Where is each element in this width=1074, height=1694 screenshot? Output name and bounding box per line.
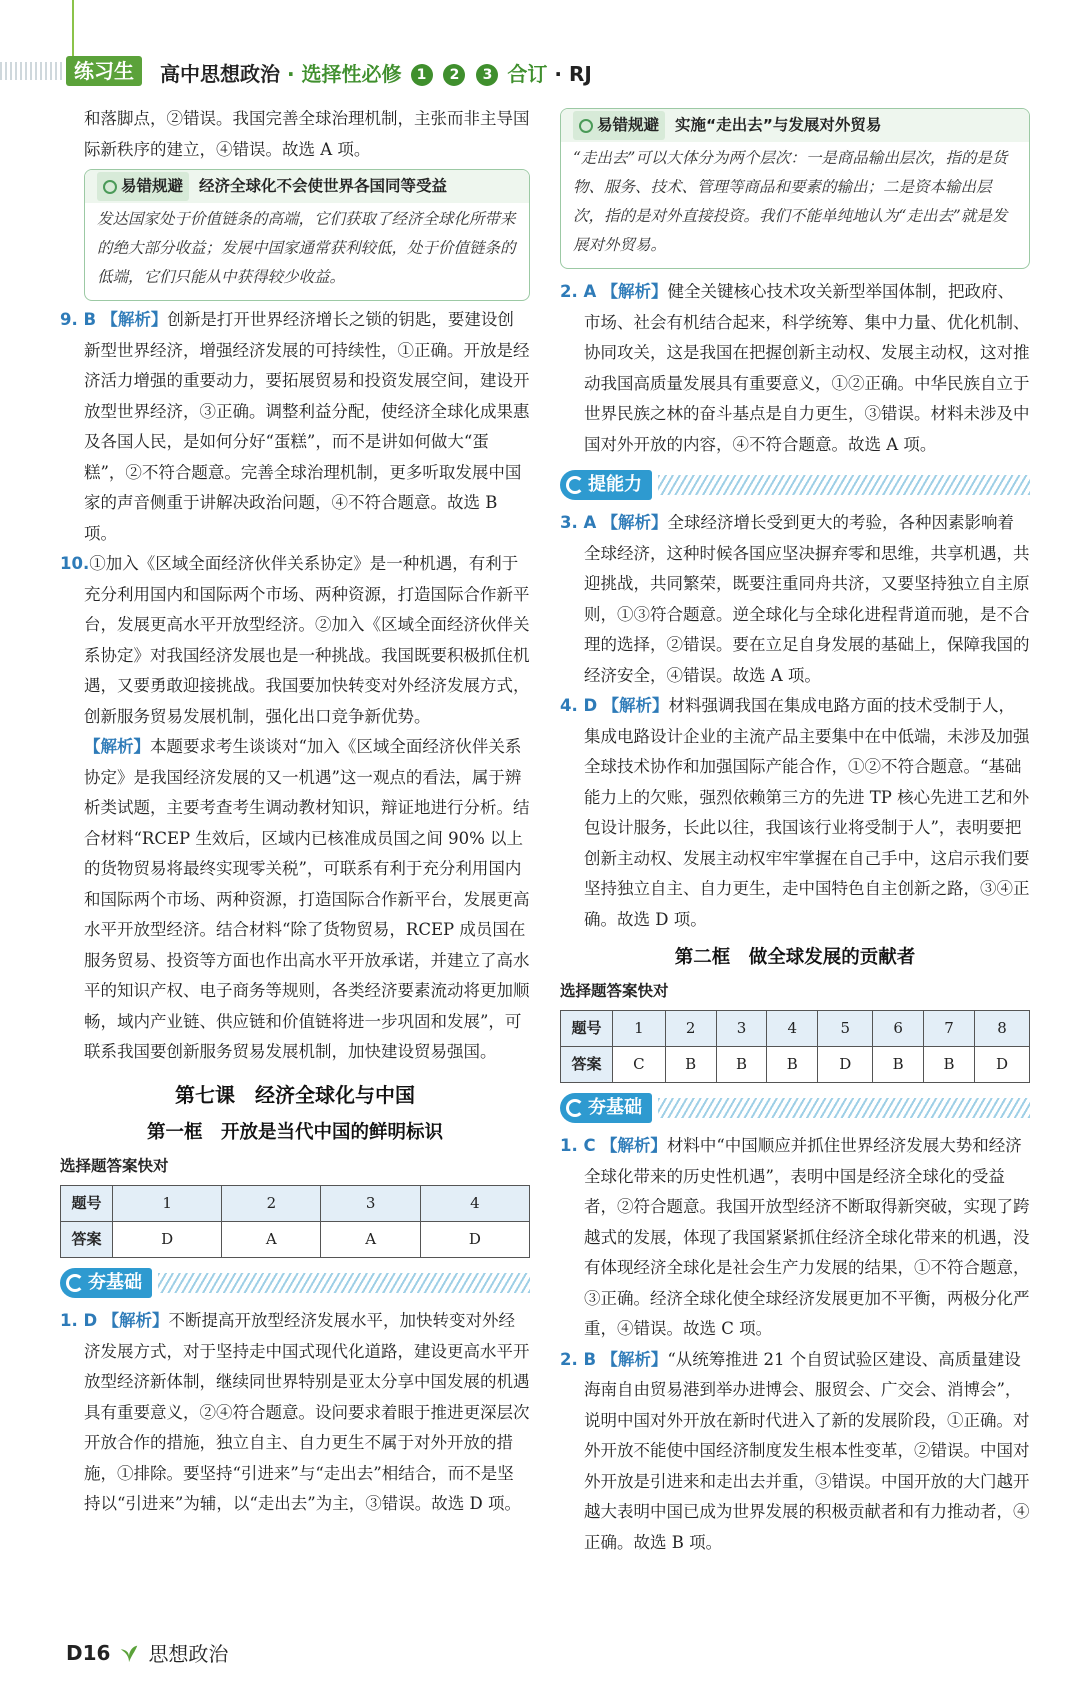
table-cell: 2	[665, 1011, 716, 1047]
section-heading: 夯基础	[60, 1266, 530, 1300]
tip-box	[560, 108, 1030, 269]
table-header: 答案	[61, 1222, 113, 1258]
left-column	[60, 104, 530, 1520]
table-cell: B	[665, 1047, 716, 1083]
answer-item: 2. A 【解析】健全关键核心技术攻关新型举国体制，把政府、市场、社会有机结合起来，科学统筹、集中力量、优化机制、协同攻关，这是我国在把握创新主动权、发展主动权，这对推动我国高质量发展具有重要意义，①②正确。中华民族自立于世界民族之林的奋斗基点是自力更生，③错误。材料未涉及中国对外开放的内容，④不符合题意。故选 A 项。	[560, 282, 1030, 454]
swirl-icon	[66, 1274, 84, 1292]
tip-body: 发达国家处于价值链条的高端，它们获取了经济全球化所带来的绝大部分收益；发展中国家通常获利较低，处于价值链条的低端，它们只能从中获得较少收益。	[97, 210, 516, 286]
table-cell: D	[113, 1222, 222, 1258]
table-cell: 5	[818, 1011, 873, 1047]
tip-box	[84, 169, 530, 301]
brand-badge: 练习生	[66, 56, 142, 86]
table-cell: 8	[974, 1011, 1029, 1047]
quick-answer-label: 选择题答案快对	[560, 981, 669, 1000]
table-cell: D	[420, 1222, 529, 1258]
leaf-icon	[118, 1642, 140, 1664]
volume-3-badge: 3	[476, 64, 498, 86]
answer-item: 3. A 【解析】全球经济增长受到更大的考验，各种因素影响着全球经济，这种时候各国应坚决摒弃零和思维，共享机遇，共迎挑战，共同繁荣，既要注重同舟共济，又要坚持独立自主原则，①③符合题意。逆全球化与全球化进程背道而驰，是不合理的选择，②错误。要在立足自身发展的基础上，保障我国的经济安全，④错误。故选 A 项。	[560, 513, 1030, 685]
section-heading: 提能力	[560, 468, 1030, 502]
edition-label: · RJ	[554, 62, 592, 86]
answer-item: 1. C 【解析】材料中“中国顺应并抓住世界经济发展大势和经济全球化带来的历史性机遇”，表明中国是经济全球化的受益者，②符合题意。我国开放型经济不断取得新突破，实现了跨越式的发展，体现了我国紧紧抓住经济全球化带来的机遇，没有体现经济全球化是社会生产力发展的结果，①不符合题意，③正确。经济全球化使全球经济发展更加不平衡，两极分化严重，④错误。故选 C 项。	[560, 1136, 1030, 1338]
section-decoration	[158, 1273, 530, 1293]
table-header: 答案	[561, 1047, 613, 1083]
table-header: 题号	[561, 1011, 613, 1047]
table-cell: D	[818, 1047, 873, 1083]
frame-title: 第二框 做全球发展的贡献者	[674, 947, 916, 968]
quick-answer-label: 选择题答案快对	[60, 1156, 169, 1175]
answer-item: 2. B 【解析】“从统筹推进 21 个自贸试验区建设、高质量建设海南自由贸易港到举办进博会、服贸会、广交会、消博会”，说明中国对外开放在新时代进入了新的发展阶段，①正确。对外开放不能使中国经济制度发生根本性变革，②错误。中国对外开放是引进来和走出去并重，③错误。中国开放的大门越开越大表明中国已成为世界发展的积极贡献者和有力推动者，④正确。故选 B 项。	[560, 1349, 1030, 1552]
table-cell: B	[716, 1047, 767, 1083]
person-icon	[579, 119, 593, 133]
answer-table	[60, 1185, 530, 1258]
table-cell: 6	[873, 1011, 924, 1047]
title-sub: 选择性必修	[301, 62, 402, 86]
title-sep: ·	[286, 62, 295, 86]
page-header	[0, 0, 1074, 100]
subject-label: 思想政治	[148, 1642, 229, 1666]
table-cell: 3	[321, 1186, 420, 1222]
book-title	[160, 58, 592, 87]
section-decoration	[658, 475, 1030, 495]
table-header: 题号	[61, 1186, 113, 1222]
table-cell: A	[321, 1222, 420, 1258]
title-main: 高中思想政治	[160, 62, 280, 86]
section-heading: 夯基础	[560, 1091, 1030, 1125]
lesson-title: 第七课 经济全球化与中国	[175, 1082, 415, 1107]
table-cell: B	[924, 1047, 975, 1083]
table-cell: A	[222, 1222, 321, 1258]
table-cell: 2	[222, 1186, 321, 1222]
tip-title: 实施“走出去”与发展对外贸易	[675, 116, 882, 134]
tip-header	[561, 109, 1029, 142]
frame-title: 第一框 开放是当代中国的鲜明标识	[146, 1122, 443, 1143]
table-cell: B	[873, 1047, 924, 1083]
volume-1-badge: 1	[411, 64, 433, 86]
tip-label: 易错规避	[97, 172, 189, 201]
page-number: D16	[66, 1640, 111, 1665]
table-cell: 1	[613, 1011, 666, 1047]
tip-title: 经济全球化不会使世界各国同等受益	[199, 177, 448, 195]
analysis-paragraph: 【解析】本题要求考生谈谈对“加入《区域全面经济伙伴关系协定》是我国经济发展的又一机遇”这一观点的看法，属于辨析类试题，主要考查考生调动教材知识，辩证地进行分析。结合材料“RCEP 生效后，区域内已核准成员国之间 90% 以上的货物贸易将最终实现零关税”，可联系有利于充分利用国内和国际两个市场、两种资源，打造国际合作新平台，发展更高水平开放型经济。结合材料“除了货物贸易，RCEP 成员国在服务贸易、投资等方面也作出高水平开放承诺，并建立了高水平的知识产权、电子商务等规则，各类经济要素流动将更加顺畅，域内产业链、供应链和价值链将进一步巩固和发展”，可联系我国要创新服务贸易发展机制，加快建设贸易强国。	[84, 737, 530, 1061]
tip-header	[85, 170, 529, 203]
answer-table	[560, 1010, 1030, 1083]
table-cell: 4	[767, 1011, 818, 1047]
table-cell: 3	[716, 1011, 767, 1047]
title-suffix: 合订	[507, 62, 548, 86]
swirl-icon	[566, 476, 584, 494]
page-footer	[66, 1638, 228, 1667]
table-cell: C	[613, 1047, 666, 1083]
answer-item: 1. D 【解析】不断提高开放型经济发展水平，加快转变对外经济发展方式，对于坚持走中国式现代化道路，建设更高水平开放型经济新体制，继续同世界特别是亚太分享中国发展的机遇具有重要意义，②④符合题意。设问要求着眼于推进更深层次开放合作的措施，独立自主、自力更生不属于对外开放的措施，①排除。要坚持“引进来”与“走出去”相结合，而不是坚持以“引进来”为辅，以“走出去”为主，③错误。故选 D 项。	[60, 1311, 530, 1513]
answer-item: 4. D 【解析】材料强调我国在集成电路方面的技术受制于人，集成电路设计企业的主流产品主要集中在中低端，未涉及加强全球技术协作和加强国际产能合作，①②不符合题意。“基础能力上的欠账，强烈依赖第三方的先进 TP 核心先进工艺和外包设计服务，长此以往，我国该行业将受制于人”，表明要把创新主动权、发展主动权牢牢掌握在自己手中，这启示我们要坚持独立自主、自力更生，走中国特色自主创新之路，③④正确。故选 D 项。	[560, 696, 1030, 929]
section-decoration	[658, 1098, 1030, 1118]
swirl-icon	[566, 1099, 584, 1117]
tip-label: 易错规避	[573, 111, 665, 140]
table-cell: 7	[924, 1011, 975, 1047]
right-column	[560, 104, 1030, 1558]
volume-2-badge: 2	[443, 64, 465, 86]
table-cell: B	[767, 1047, 818, 1083]
intro-paragraph: 和落脚点，②错误。我国完善全球治理机制，主张而非主导国际新秩序的建立，④错误。故选 A 项。	[84, 109, 530, 159]
person-icon	[103, 180, 117, 194]
answer-item: 10.①加入《区域全面经济伙伴关系协定》是一种机遇，有利于充分利用国内和国际两个市场、两种资源，打造国际合作新平台，发展更高水平开放型经济。②加入《区域全面经济伙伴关系协定》对我国经济发展也是一种挑战。我国既要积极抓住机遇，又要勇敢迎接挑战。我国要加快转变对外经济发展方式，创新服务贸易发展机制，强化出口竞争新优势。	[60, 554, 530, 726]
header-decoration	[0, 62, 62, 80]
answer-item: 9. B 【解析】创新是打开世界经济增长之锁的钥匙，要建设创新型世界经济，增强经济发展的可持续性，①正确。开放是经济活力增强的重要动力，要拓展贸易和投资发展空间，建设开放型世界经济，③正确。调整利益分配，使经济全球化成果惠及各国人民，是如何分好“蛋糕”，而不是讲如何做大“蛋糕”，②不符合题意。完善全球治理机制，更多听取发展中国家的声音侧重于讲解决政治问题，④不符合题意。故选 B 项。	[60, 310, 530, 543]
tip-body: “走出去”可以大体分为两个层次：一是商品输出层次，指的是货物、服务、技术、管理等商品和要素的输出；二是资本输出层次，指的是对外直接投资。我们不能单纯地认为“走出去”就是发展对外贸易。	[573, 149, 1008, 254]
table-cell: D	[974, 1047, 1029, 1083]
table-cell: 1	[113, 1186, 222, 1222]
header-divider	[72, 0, 74, 64]
table-cell: 4	[420, 1186, 529, 1222]
